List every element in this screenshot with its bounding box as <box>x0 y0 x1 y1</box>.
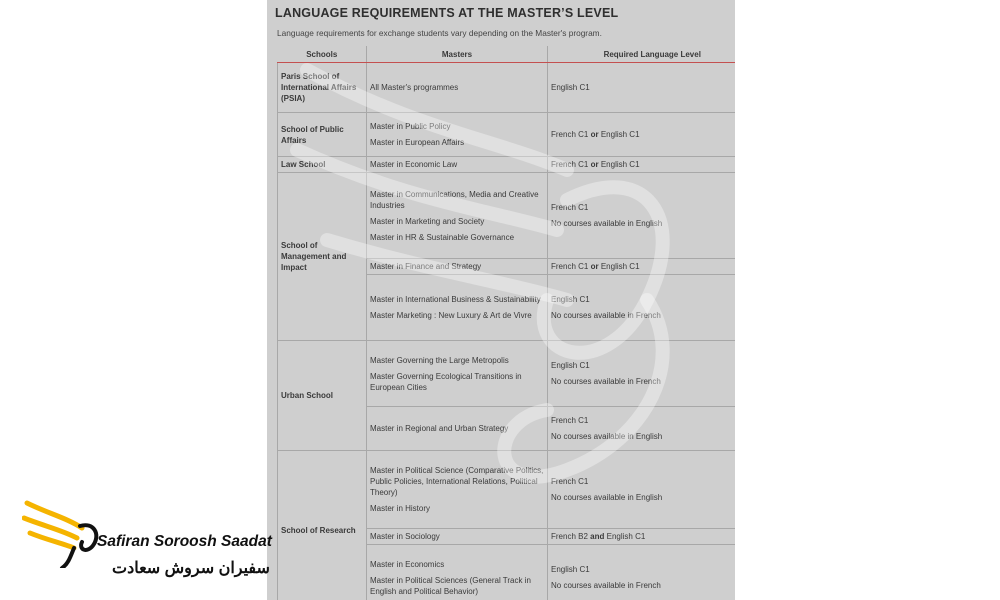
table-row <box>278 341 736 407</box>
level-cell: French C1 or English C1 <box>548 157 736 173</box>
level-cell: English C1 No courses available in French <box>548 341 736 407</box>
masters-cell: Master in Economics Master in Political Sciences (General Track in English and Political Behavior) <box>367 545 548 600</box>
column-header: Masters <box>367 46 548 63</box>
column-header: Schools <box>278 46 367 63</box>
level-cell: French C1 No courses available in English <box>548 407 736 451</box>
table-row <box>278 63 736 113</box>
table-row <box>278 113 736 157</box>
school-cell: School of Public Affairs <box>278 113 367 157</box>
level-cell: French C1 or English C1 <box>548 259 736 275</box>
table-row <box>278 173 736 259</box>
school-cell: School of Research <box>278 451 367 600</box>
masters-cell: Master in Finance and Strategy <box>367 259 548 275</box>
masters-cell: Master in Regional and Urban Strategy <box>367 407 548 451</box>
table-row <box>278 451 736 529</box>
level-cell: French C1 or English C1 <box>548 113 736 157</box>
level-cell: English C1 <box>548 63 736 113</box>
level-cell: French B2 and English C1 <box>548 529 736 545</box>
masters-cell: Master in Communications, Media and Creative Industries Master in Marketing and Society Master in HR & Sustainable Governance <box>367 173 548 259</box>
level-cell: French C1 No courses available in English <box>548 173 736 259</box>
level-cell: English C1 No courses available in French <box>548 545 736 600</box>
column-header: Required Language Level <box>548 46 736 63</box>
masters-cell: Master Governing the Large Metropolis Master Governing Ecological Transitions in European Cities <box>367 341 548 407</box>
level-cell: French C1 No courses available in English <box>548 451 736 529</box>
level-cell: English C1 No courses available in French <box>548 275 736 341</box>
table-row <box>278 157 736 173</box>
school-cell: Law School <box>278 157 367 173</box>
document-panel <box>267 0 735 600</box>
school-cell: Urban School <box>278 341 367 451</box>
school-cell: Paris School of International Affairs (PSIA) <box>278 63 367 113</box>
company-logo <box>22 488 292 588</box>
masters-cell: Master in International Business & Sustainability Master Marketing : New Luxury & Art de Vivre <box>367 275 548 341</box>
logo-name-persian: سفیران سروش سعادت <box>112 560 270 577</box>
table-header <box>278 46 736 63</box>
logo-name-english: Safiran Soroosh Saadat <box>97 533 272 550</box>
intro-text: Language requirements for exchange students vary depending on the Master's program. <box>277 28 602 38</box>
masters-cell: Master in Public Policy Master in European Affairs <box>367 113 548 157</box>
masters-cell: Master in Political Science (Comparative Politics, Public Policies, International Relations, Political Theory) Master in History <box>367 451 548 529</box>
requirements-table <box>277 46 735 600</box>
page-title: LANGUAGE REQUIREMENTS AT THE MASTER’S LEVEL <box>275 6 619 20</box>
masters-cell: All Master's programmes <box>367 63 548 113</box>
masters-cell: Master in Sociology <box>367 529 548 545</box>
school-cell: School of Management and Impact <box>278 173 367 341</box>
bird-logo-icon <box>22 488 102 568</box>
masters-cell: Master in Economic Law <box>367 157 548 173</box>
